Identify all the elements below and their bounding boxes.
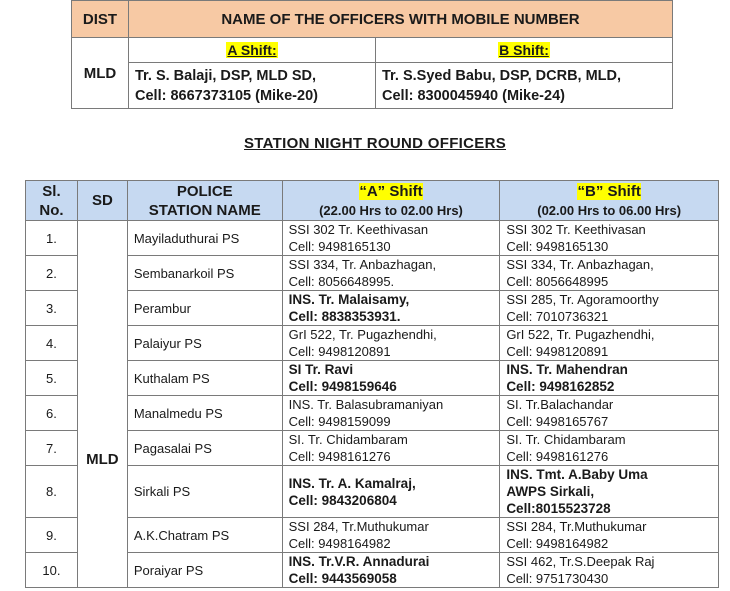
b-officer-line: Cell: 9498120891 [506, 344, 609, 359]
a-officer-line: GrI 522, Tr. Pugazhendhi, [288, 327, 437, 342]
b-officer-cell: Cell: 8300045940 (Mike-24) [382, 88, 565, 104]
b-officer-line: SI. Tr. Chidambaram [506, 432, 626, 447]
table-row [26, 256, 719, 291]
sl-no: 4. [26, 326, 78, 361]
dist-value: MLD [72, 38, 129, 109]
b-officer-line: INS. Tr. Mahendran [506, 362, 628, 377]
sl-no: 5. [26, 361, 78, 396]
sl-no: 7. [26, 431, 78, 466]
a-officer-line: SI. Tr. Chidambaram [288, 432, 408, 447]
a-officer-line: Cell: 9443569058 [288, 571, 397, 586]
sl-no: 9. [26, 518, 78, 553]
b-officer-line: AWPS Sirkali, [506, 484, 595, 499]
shift-officers-table [71, 0, 673, 109]
a-shift-officer [129, 63, 376, 109]
a-officer-line: INS. Tr. Balasubramaniyan [288, 397, 444, 412]
police-station-name: Sembanarkoil PS [127, 256, 282, 291]
b-shift-officer [500, 466, 719, 518]
b-officer-line: SI. Tr.Balachandar [506, 397, 614, 412]
b-officer-line: Cell: 9498161276 [506, 449, 609, 464]
b-officer-line: Cell: 9498165130 [506, 239, 609, 254]
b-shift-officer [500, 396, 719, 431]
b-officer-line: Cell: 9498164982 [506, 536, 609, 551]
police-station-name: Poraiyar PS [127, 553, 282, 588]
sl-no: 6. [26, 396, 78, 431]
b-shift-officer [500, 431, 719, 466]
sd-header: SD [77, 181, 127, 221]
police-station-name: Mayiladuthurai PS [127, 221, 282, 256]
a-shift-officer [282, 431, 500, 466]
a-officer-line: Cell: 9498161276 [288, 449, 391, 464]
b-shift-officer [500, 518, 719, 553]
table-row [26, 326, 719, 361]
b-shift-label: B Shift: [499, 42, 549, 58]
b-officer-line: Cell: 9498162852 [506, 379, 615, 394]
a-shift-officer [282, 361, 500, 396]
a-officer-line: SSI 284, Tr.Muthukumar [288, 519, 429, 534]
b-shift-officer [500, 361, 719, 396]
b-shift-label-cell [376, 38, 673, 63]
a-shift-officer [282, 518, 500, 553]
b-officer-line: Cell: 7010736321 [506, 309, 609, 324]
b-officer-line: INS. Tmt. A.Baby Uma [506, 467, 648, 482]
a-officer-line: SSI 334, Tr. Anbazhagan, [288, 257, 437, 272]
a-officer-line: Cell: 8838353931. [288, 309, 401, 324]
table-row [26, 396, 719, 431]
a-shift-officer [282, 553, 500, 588]
table-row [26, 553, 719, 588]
table-row [26, 518, 719, 553]
table-row [26, 291, 719, 326]
a-officer-line: SSI 302 Tr. Keethivasan [288, 222, 429, 237]
police-station-name: Pagasalai PS [127, 431, 282, 466]
b-officer-line: SSI 302 Tr. Keethivasan [506, 222, 646, 237]
b-officer-line: SSI 284, Tr.Muthukumar [506, 519, 647, 534]
police-station-name: Kuthalam PS [127, 361, 282, 396]
a-officer-cell: Cell: 8667373105 (Mike-20) [135, 88, 318, 104]
a-officer-line: Cell: 9498120891 [288, 344, 391, 359]
police-station-name: Perambur [127, 291, 282, 326]
police-station-name: A.K.Chatram PS [127, 518, 282, 553]
a-shift-time: (22.00 Hrs to 02.00 Hrs) [319, 202, 463, 218]
b-officer-line: SSI 462, Tr.S.Deepak Raj [506, 554, 655, 569]
b-shift-officer [500, 221, 719, 256]
b-shift-officer [500, 256, 719, 291]
a-officer-line: INS. Tr. A. Kamalraj, [288, 475, 416, 491]
b-officer-line: Cell: 8056648995 [506, 274, 609, 289]
b-officer-line: SSI 334, Tr. Anbazhagan, [506, 257, 654, 272]
a-shift-label: A Shift: [227, 42, 277, 58]
a-officer-line: Cell: 9498165130 [288, 239, 391, 254]
b-officer-line: SSI 285, Tr. Agoramoorthy [506, 292, 659, 307]
a-shift-officer [282, 326, 500, 361]
a-officer-line: Cell: 9498159646 [288, 379, 397, 394]
b-officer-line: Cell: 9498165767 [506, 414, 609, 429]
a-shift-officer [282, 221, 500, 256]
police-station-header: POLICE STATION NAME [127, 181, 282, 221]
b-officer-line: Cell:8015523728 [506, 501, 611, 516]
a-officer-line: Cell: 9498164982 [288, 536, 391, 551]
a-officer-name: Tr. S. Balaji, DSP, MLD SD, [135, 68, 317, 84]
b-shift-officer [500, 326, 719, 361]
a-shift-officer [282, 291, 500, 326]
a-shift-officer [282, 396, 500, 431]
table-row [26, 431, 719, 466]
section-title: STATION NIGHT ROUND OFFICERS [244, 135, 507, 152]
a-officer-line: INS. Tr.V.R. Annadurai [288, 554, 430, 569]
sl-no: 2. [26, 256, 78, 291]
dist-header: DIST [72, 1, 129, 38]
a-shift-title: “A” Shift [359, 182, 423, 200]
a-shift-header [282, 181, 500, 221]
table-row [26, 466, 719, 518]
police-station-name: Palaiyur PS [127, 326, 282, 361]
a-officer-line: Cell: 9843206804 [288, 492, 397, 508]
a-shift-officer [282, 466, 500, 518]
b-shift-header [500, 181, 719, 221]
a-officer-line: Cell: 9498159099 [288, 414, 391, 429]
sl-no: 1. [26, 221, 78, 256]
b-officer-name: Tr. S.Syed Babu, DSP, DCRB, MLD, [382, 68, 622, 84]
a-shift-label-cell [129, 38, 376, 63]
table-row [26, 221, 719, 256]
police-station-name: Sirkali PS [127, 466, 282, 518]
a-officer-line: INS. Tr. Malaisamy, [288, 292, 410, 307]
b-shift-officer [500, 553, 719, 588]
b-shift-officer [500, 291, 719, 326]
a-officer-line: Cell: 8056648995. [288, 274, 395, 289]
a-shift-officer [282, 256, 500, 291]
b-shift-officer [376, 63, 673, 109]
officers-header: NAME OF THE OFFICERS WITH MOBILE NUMBER [129, 1, 673, 38]
b-officer-line: GrI 522, Tr. Pugazhendhi, [506, 327, 655, 342]
night-round-table [25, 180, 719, 588]
a-officer-line: SI Tr. Ravi [288, 362, 354, 377]
b-shift-title: “B” Shift [577, 182, 641, 200]
sl-no: 10. [26, 553, 78, 588]
sl-no: 3. [26, 291, 78, 326]
police-station-name: Manalmedu PS [127, 396, 282, 431]
table-row [26, 361, 719, 396]
sl-no: 8. [26, 466, 78, 518]
sd-value: MLD [77, 221, 127, 588]
sl-no-header: Sl. No. [26, 181, 78, 221]
b-shift-time: (02.00 Hrs to 06.00 Hrs) [537, 202, 682, 218]
b-officer-line: Cell: 9751730430 [506, 571, 609, 586]
